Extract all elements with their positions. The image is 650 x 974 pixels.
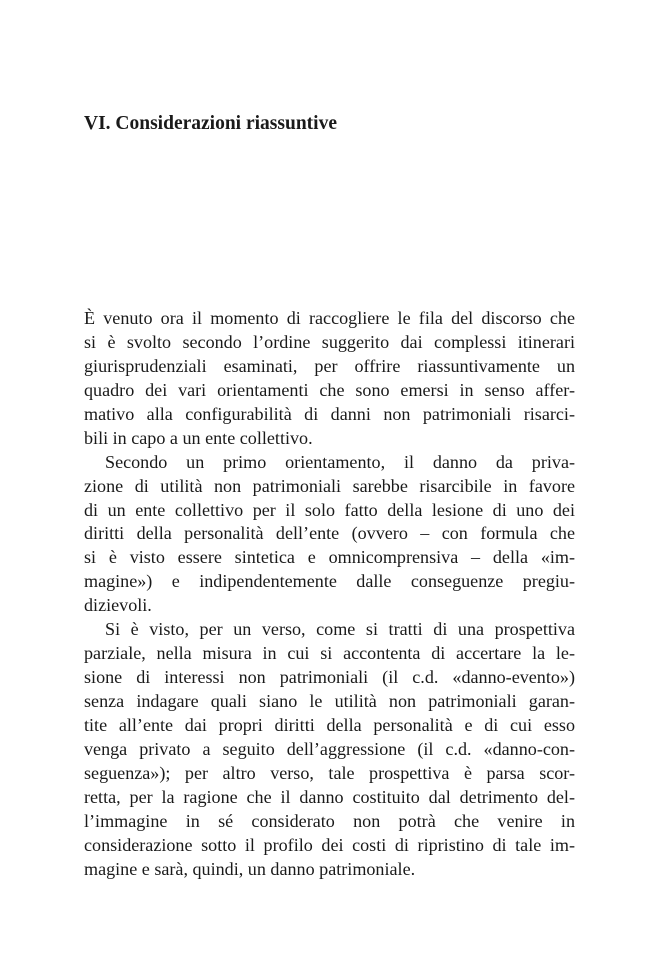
- text-line: Secondo un primo orientamento, il danno da priva-: [105, 451, 575, 472]
- text-line: di un ente collettivo per il solo fatto della lesione di uno dei: [84, 499, 575, 520]
- text-line: dizievoli.: [84, 595, 152, 616]
- text-line: considerazione sotto il profilo dei costi di ripristino di tale im-: [84, 834, 575, 855]
- text-line: zione di utilità non patrimoniali sarebbe risarcibile in favore: [84, 475, 575, 496]
- text-line: bili in capo a un ente collettivo.: [84, 427, 313, 448]
- text-line: si è svolto secondo l’ordine suggerito dai complessi itinerari: [84, 331, 575, 352]
- body-text: [84, 307, 575, 882]
- text-line: retta, per la ragione che il danno costituito dal detrimento del-: [84, 786, 575, 807]
- text-line: mativo alla configurabilità di danni non patrimoniali risarci-: [84, 403, 575, 424]
- text-line: parziale, nella misura in cui si accontenta di accertare la le-: [84, 643, 575, 664]
- text-line: l’immagine in sé considerato non potrà che venire in: [84, 810, 575, 831]
- text-line: senza indagare quali siano le utilità non patrimoniali garan-: [84, 691, 575, 711]
- text-line: seguenza»); per altro verso, tale prospettiva è parsa scor-: [84, 762, 575, 783]
- text-line: magine») e indipendentemente dalle conseguenze pregiu-: [84, 571, 575, 592]
- text-line: giurisprudenziali esaminati, per offrire riassuntivamente un: [84, 355, 575, 376]
- text-line: quadro dei vari orientamenti che sono emersi in senso affer-: [84, 379, 575, 400]
- text-line: sione di interessi non patrimoniali (il c.d. «danno-evento»): [84, 667, 575, 688]
- text-line: tite all’ente dai propri diritti della personalità e di cui esso: [84, 714, 575, 735]
- text-line: È venuto ora il momento di raccogliere le fila del discorso che: [84, 308, 575, 328]
- text-line: magine e sarà, quindi, un danno patrimoniale.: [84, 858, 416, 879]
- text-line: venga privato a seguito dell’aggressione (il c.d. «danno-con-: [84, 738, 575, 759]
- text-line: si è visto essere sintetica e omnicomprensiva – della «im-: [84, 547, 575, 568]
- section-heading: VI. Considerazioni riassuntive: [84, 113, 337, 134]
- text-line: diritti della personalità dell’ente (ovvero – con formula che: [84, 523, 575, 544]
- text-line: Si è visto, per un verso, come si tratti di una prospettiva: [105, 619, 575, 640]
